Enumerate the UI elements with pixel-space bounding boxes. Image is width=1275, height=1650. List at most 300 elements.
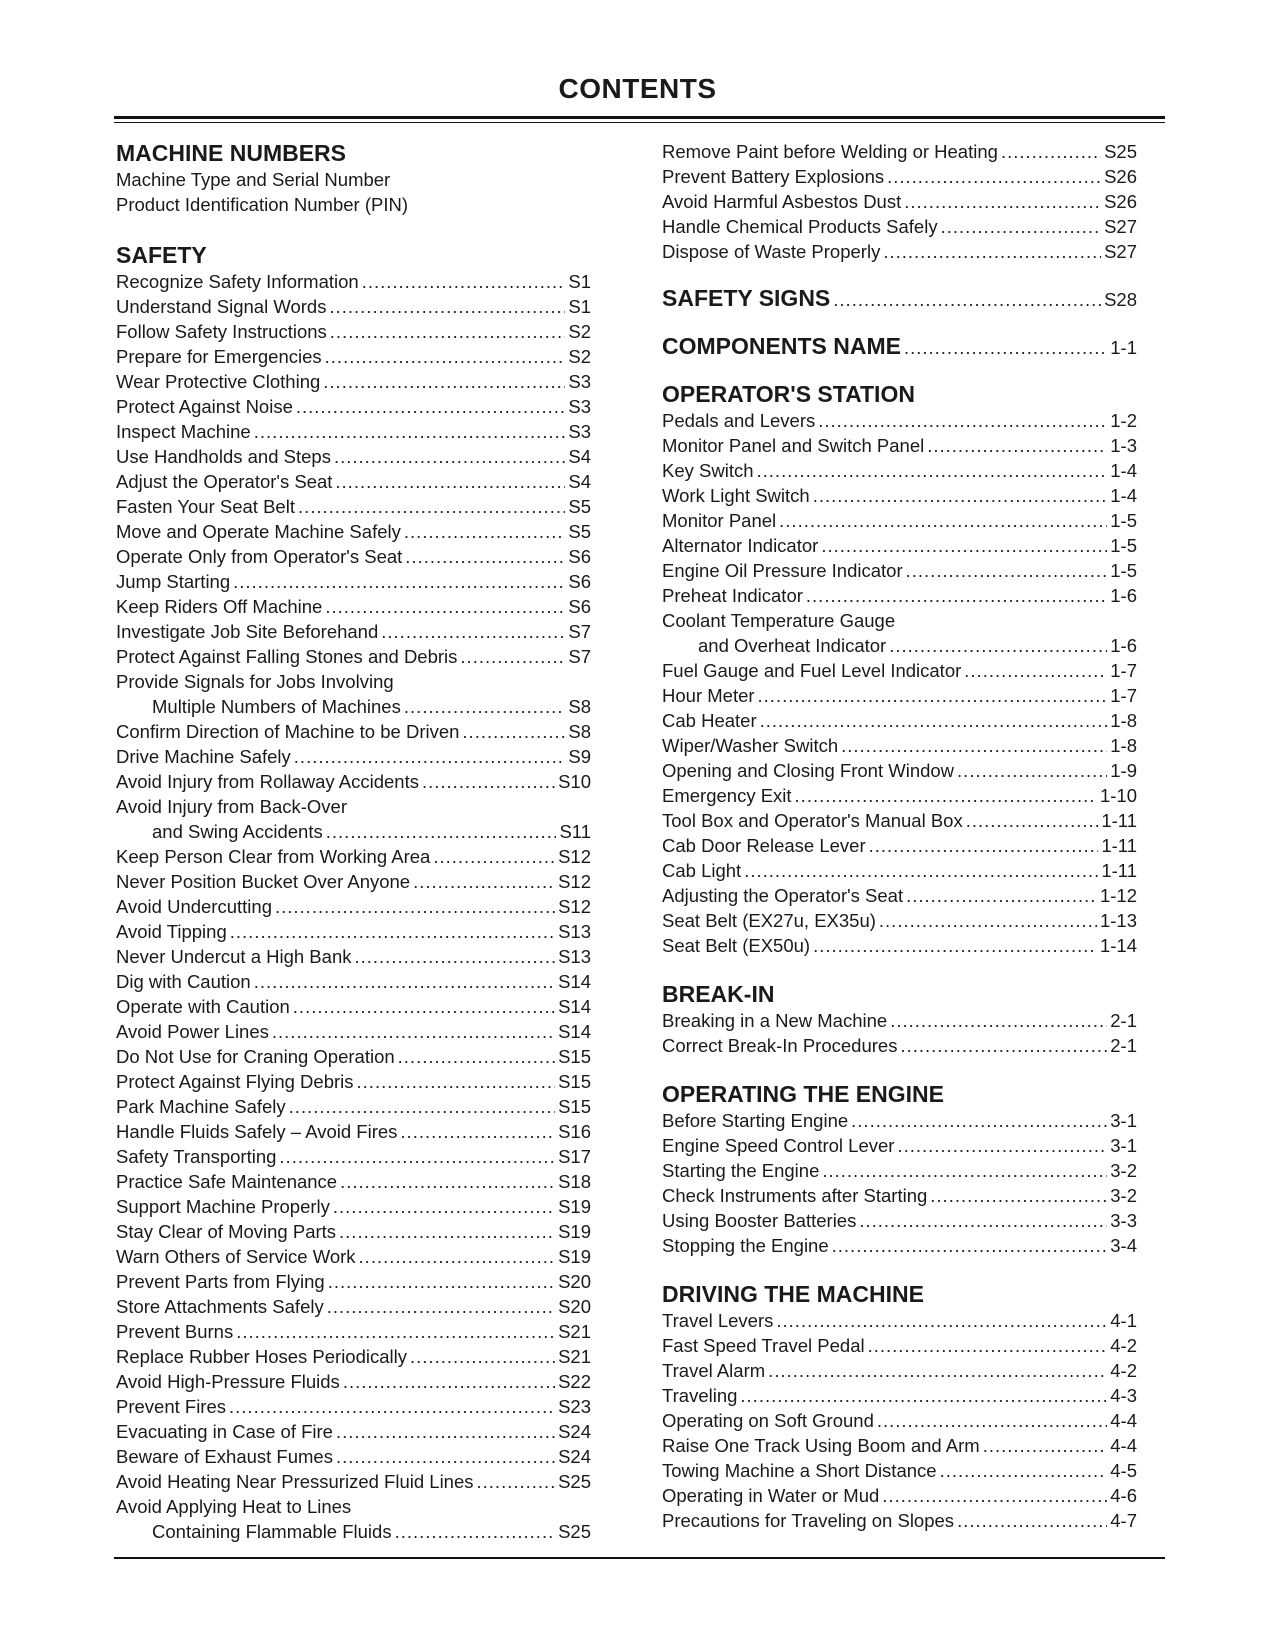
toc-entry-title: Operating on Soft Ground — [662, 1410, 874, 1431]
toc-entry[interactable] — [662, 1133, 1137, 1158]
toc-entry-page: S13 — [558, 921, 591, 942]
toc-entry-page: S19 — [558, 1246, 591, 1267]
toc-entry-title: Engine Oil Pressure Indicator — [662, 560, 903, 581]
dot-leader — [279, 1144, 555, 1169]
toc-entry-title: Precautions for Traveling on Slopes — [662, 1510, 955, 1531]
dot-leader — [904, 189, 1101, 214]
toc-entry[interactable] — [116, 1344, 591, 1369]
toc-entry[interactable] — [116, 1169, 591, 1194]
toc-entry-title: Investigate Job Site Beforehand — [116, 621, 379, 642]
toc-entry-title: Avoid Heating Near Pressurized Fluid Lines — [116, 1471, 474, 1492]
dot-leader — [327, 1294, 555, 1319]
toc-entry-title: Travel Alarm — [662, 1360, 766, 1381]
toc-entry[interactable] — [662, 733, 1137, 758]
toc-entry[interactable] — [662, 533, 1137, 558]
toc-entry-title: Raise One Track Using Boom and Arm — [662, 1435, 980, 1456]
toc-entry[interactable] — [662, 608, 1137, 633]
toc-entry[interactable] — [116, 619, 591, 644]
toc-entry[interactable] — [662, 833, 1137, 858]
dot-leader — [1001, 139, 1101, 164]
dot-leader — [889, 633, 1107, 658]
toc-entry-page: 1-10 — [1099, 785, 1137, 806]
toc-entry-page: S5 — [568, 496, 591, 517]
toc-entry[interactable] — [662, 433, 1137, 458]
toc-entry-page: 1-5 — [1110, 560, 1137, 581]
toc-entry[interactable] — [662, 1358, 1137, 1383]
toc-entry[interactable] — [662, 1408, 1137, 1433]
toc-entry[interactable] — [662, 1308, 1137, 1333]
toc-entry-page: S25 — [558, 1471, 591, 1492]
toc-entry-title: Warn Others of Service Work — [116, 1246, 356, 1267]
toc-entry[interactable] — [116, 1144, 591, 1169]
toc-entry[interactable] — [116, 1119, 591, 1144]
toc-entry[interactable] — [116, 1094, 591, 1119]
toc-entry-title: Prevent Parts from Flying — [116, 1271, 325, 1292]
dot-leader — [740, 1383, 1107, 1408]
toc-entry[interactable] — [116, 869, 591, 894]
page-title: CONTENTS — [558, 73, 717, 104]
toc-entry[interactable] — [662, 658, 1137, 683]
toc-entry-page: 1-11 — [1101, 835, 1137, 856]
toc-entry-safety-signs[interactable] — [662, 284, 1137, 312]
toc-entry[interactable] — [116, 192, 591, 217]
toc-entry[interactable] — [116, 394, 591, 419]
toc-entry[interactable] — [662, 1233, 1137, 1258]
section-heading: DRIVING THE MACHINE — [662, 1281, 924, 1307]
toc-entry[interactable] — [116, 694, 591, 719]
dot-leader — [822, 1158, 1107, 1183]
dot-leader — [433, 844, 555, 869]
toc-entry[interactable] — [116, 1194, 591, 1219]
toc-entry-page: 1-3 — [1110, 435, 1137, 456]
dot-leader — [832, 1233, 1108, 1258]
toc-entry[interactable] — [116, 269, 591, 294]
toc-entry-title: Adjusting the Operator's Seat — [662, 885, 904, 906]
toc-entry[interactable] — [116, 1019, 591, 1044]
toc-entry-page: 4-5 — [1110, 1460, 1137, 1481]
toc-entry-page: S6 — [568, 571, 591, 592]
toc-entry-page: S4 — [568, 471, 591, 492]
toc-entry-page: 4-4 — [1110, 1410, 1137, 1431]
toc-entry[interactable] — [662, 933, 1137, 958]
toc-entry-page: S26 — [1104, 191, 1137, 212]
toc-entry-title: and Swing Accidents — [152, 821, 323, 842]
dot-leader — [757, 458, 1108, 483]
dot-leader — [293, 994, 555, 1019]
toc-entry-title: Park Machine Safely — [116, 1096, 286, 1117]
toc-entry-page: 1-7 — [1110, 660, 1137, 681]
toc-entry-page: 2-1 — [1110, 1035, 1137, 1056]
dot-leader — [354, 944, 555, 969]
dot-leader — [298, 494, 565, 519]
toc-entry-title: Dispose of Waste Properly — [662, 241, 881, 262]
toc-entry[interactable] — [116, 744, 591, 769]
toc-entry[interactable] — [662, 1458, 1137, 1483]
toc-entry-title: Prepare for Emergencies — [116, 346, 322, 367]
toc-entry-title: and Overheat Indicator — [698, 635, 887, 656]
section-driving-the-machine — [662, 1280, 1137, 1533]
toc-entry[interactable] — [662, 1508, 1137, 1533]
toc-entry-page: 1-14 — [1099, 935, 1137, 956]
toc-entry-title: Inspect Machine — [116, 421, 251, 442]
toc-entry-title: Breaking in a New Machine — [662, 1010, 888, 1031]
toc-entry-page: 3-3 — [1110, 1210, 1137, 1231]
toc-entry[interactable] — [116, 469, 591, 494]
toc-entry[interactable] — [116, 344, 591, 369]
dot-leader — [904, 334, 1107, 362]
toc-entry[interactable] — [116, 369, 591, 394]
toc-entry-title: Operate Only from Operator's Seat — [116, 546, 403, 567]
toc-entry-page: 1-7 — [1110, 685, 1137, 706]
toc-entry-page: 4-6 — [1110, 1485, 1137, 1506]
toc-entry-page: 3-2 — [1110, 1160, 1137, 1181]
toc-entry[interactable] — [116, 519, 591, 544]
toc-entry[interactable] — [116, 494, 591, 519]
toc-entry-page: 4-2 — [1110, 1335, 1137, 1356]
toc-entry[interactable] — [662, 1158, 1137, 1183]
toc-entry[interactable] — [116, 294, 591, 319]
toc-entry[interactable] — [662, 214, 1137, 239]
toc-entry-title: Beware of Exhaust Fumes — [116, 1446, 333, 1467]
dot-leader — [930, 1183, 1107, 1208]
dot-leader — [897, 1133, 1107, 1158]
toc-entry[interactable] — [116, 1444, 591, 1469]
toc-entry[interactable] — [662, 508, 1137, 533]
toc-entry-page: S26 — [1104, 166, 1137, 187]
toc-entry[interactable] — [116, 569, 591, 594]
toc-entry[interactable] — [662, 883, 1137, 908]
toc-entry-title: Cab Door Release Lever — [662, 835, 866, 856]
toc-entry-page: S27 — [1104, 216, 1137, 237]
toc-entry-title: Monitor Panel — [662, 510, 777, 531]
section-heading: MACHINE NUMBERS — [116, 140, 346, 166]
dot-leader — [900, 1033, 1107, 1058]
dot-leader — [362, 269, 566, 294]
dot-leader — [806, 583, 1107, 608]
toc-entry[interactable] — [116, 1394, 591, 1419]
toc-entry[interactable] — [116, 1469, 591, 1494]
toc-entry-page: S28 — [1104, 289, 1137, 310]
toc-entry-page: 3-1 — [1110, 1110, 1137, 1131]
toc-entry[interactable] — [116, 669, 591, 694]
toc-entry-page: S12 — [558, 896, 591, 917]
toc-entry[interactable] — [116, 819, 591, 844]
dot-leader — [883, 239, 1101, 264]
toc-entry[interactable] — [116, 644, 591, 669]
toc-entry-title: Hour Meter — [662, 685, 755, 706]
toc-entry-title: Handle Chemical Products Safely — [662, 216, 938, 237]
dot-leader — [813, 483, 1108, 508]
toc-entry[interactable] — [662, 708, 1137, 733]
toc-entry[interactable] — [662, 783, 1137, 808]
dot-leader — [940, 1458, 1108, 1483]
dot-leader — [236, 1319, 555, 1344]
toc-entry[interactable] — [662, 483, 1137, 508]
toc-entry-title: Correct Break-In Procedures — [662, 1035, 898, 1056]
toc-entry-page: S6 — [568, 546, 591, 567]
dot-leader — [887, 164, 1101, 189]
toc-entry-title: Store Attachments Safely — [116, 1296, 324, 1317]
toc-entry-title: Protect Against Flying Debris — [116, 1071, 354, 1092]
dot-leader — [357, 1069, 556, 1094]
toc-entry-title: Follow Safety Instructions — [116, 321, 327, 342]
section-heading: OPERATOR'S STATION — [662, 381, 915, 407]
toc-entry-page: S11 — [559, 821, 591, 842]
dot-leader — [340, 1169, 555, 1194]
dot-leader — [336, 1444, 555, 1469]
dot-leader — [957, 1508, 1107, 1533]
section-heading: OPERATING THE ENGINE — [662, 1081, 944, 1107]
section-operators-station — [662, 380, 1137, 958]
toc-entry-title: Dig with Caution — [116, 971, 251, 992]
toc-entry[interactable] — [116, 1369, 591, 1394]
toc-entry-title: Use Handholds and Steps — [116, 446, 331, 467]
toc-entry-title: Wear Protective Clothing — [116, 371, 321, 392]
toc-entry[interactable] — [662, 1433, 1137, 1458]
toc-entry[interactable] — [116, 844, 591, 869]
toc-entry[interactable] — [116, 167, 591, 192]
toc-entry-page: 1-4 — [1110, 460, 1137, 481]
dot-leader — [964, 658, 1107, 683]
toc-entry-title: Stopping the Engine — [662, 1235, 829, 1256]
toc-entry[interactable] — [116, 794, 591, 819]
dot-leader — [906, 883, 1097, 908]
dot-leader — [333, 1194, 555, 1219]
toc-entry-title: Containing Flammable Fluids — [152, 1521, 392, 1542]
toc-entry-title: Seat Belt (EX27u, EX35u) — [662, 910, 876, 931]
toc-entry-title: Avoid Injury from Back-Over — [116, 796, 347, 817]
toc-entry-components-name[interactable] — [662, 332, 1137, 360]
right-column — [662, 139, 1137, 1533]
dot-leader — [890, 1008, 1107, 1033]
dot-leader — [254, 419, 566, 444]
toc-entry[interactable] — [662, 139, 1137, 164]
toc-entry-title: Preheat Indicator — [662, 585, 803, 606]
toc-entry-title: Avoid Undercutting — [116, 896, 272, 917]
toc-entry-title: Fast Speed Travel Pedal — [662, 1335, 865, 1356]
toc-entry[interactable] — [662, 683, 1137, 708]
toc-entry[interactable] — [116, 319, 591, 344]
toc-entry-page: 1-12 — [1099, 885, 1137, 906]
toc-entry-title: Opening and Closing Front Window — [662, 760, 955, 781]
toc-entry[interactable] — [116, 1044, 591, 1069]
toc-entry[interactable] — [116, 1269, 591, 1294]
toc-entry[interactable] — [662, 1333, 1137, 1358]
toc-entry-page: S18 — [558, 1171, 591, 1192]
toc-entry[interactable] — [662, 583, 1137, 608]
toc-entry-page: S10 — [558, 771, 591, 792]
toc-entry-page: 1-11 — [1101, 860, 1137, 881]
toc-entry-title: Evacuating in Case of Fire — [116, 1421, 333, 1442]
toc-entry[interactable] — [662, 908, 1137, 933]
toc-entry[interactable] — [662, 458, 1137, 483]
toc-entry-title: Safety Transporting — [116, 1146, 277, 1167]
dot-leader — [477, 1469, 556, 1494]
toc-entry-page: S25 — [1104, 141, 1137, 162]
dot-leader — [275, 894, 555, 919]
toc-entry-page: S6 — [568, 596, 591, 617]
toc-entry-title: Work Light Switch — [662, 485, 810, 506]
toc-entry-page: 1-1 — [1110, 337, 1137, 358]
toc-entry-title: SAFETY SIGNS — [662, 285, 831, 311]
dot-leader — [272, 1019, 555, 1044]
toc-entry[interactable] — [662, 1183, 1137, 1208]
dot-leader — [398, 1044, 555, 1069]
toc-entry[interactable] — [116, 919, 591, 944]
toc-entry-page: S4 — [568, 446, 591, 467]
toc-entry-page: S5 — [568, 521, 591, 542]
toc-entry-title: Remove Paint before Welding or Heating — [662, 141, 998, 162]
toc-entry-title: Monitor Panel and Switch Panel — [662, 435, 925, 456]
toc-entry-page: S20 — [558, 1271, 591, 1292]
dot-leader — [330, 319, 566, 344]
toc-entry-page: S3 — [568, 421, 591, 442]
dot-leader — [841, 733, 1107, 758]
toc-entry[interactable] — [116, 1494, 591, 1519]
toc-entry-title: Keep Riders Off Machine — [116, 596, 323, 617]
toc-entry-page: S12 — [558, 846, 591, 867]
toc-entry[interactable] — [116, 1294, 591, 1319]
section-safety — [116, 241, 591, 1544]
toc-entry[interactable] — [662, 808, 1137, 833]
dot-leader — [339, 1219, 555, 1244]
toc-entry[interactable] — [662, 1108, 1137, 1133]
dot-leader — [957, 758, 1107, 783]
toc-entry[interactable] — [116, 1319, 591, 1344]
toc-entry-page: S7 — [568, 646, 591, 667]
toc-entry-title: Recognize Safety Information — [116, 271, 359, 292]
toc-entry-page: 1-8 — [1110, 735, 1137, 756]
toc-entry-title: Operating in Water or Mud — [662, 1485, 880, 1506]
dot-leader — [941, 214, 1102, 239]
toc-entry[interactable] — [662, 408, 1137, 433]
dot-leader — [325, 344, 566, 369]
dot-leader — [404, 519, 566, 544]
toc-entry[interactable] — [662, 164, 1137, 189]
toc-entry[interactable] — [116, 944, 591, 969]
toc-entry-title: Traveling — [662, 1385, 738, 1406]
toc-entry-page: S14 — [558, 971, 591, 992]
dot-leader — [359, 1244, 556, 1269]
toc-entry-title: Multiple Numbers of Machines — [152, 696, 401, 717]
dot-leader — [296, 394, 565, 419]
toc-entry-title: COMPONENTS NAME — [662, 333, 901, 359]
bottom-rule — [114, 1557, 1165, 1559]
toc-entry[interactable] — [662, 558, 1137, 583]
toc-entry-page: 1-6 — [1110, 585, 1137, 606]
toc-entry[interactable] — [116, 994, 591, 1019]
toc-entry[interactable] — [662, 1033, 1137, 1058]
toc-entry[interactable] — [662, 1483, 1137, 1508]
dot-leader — [859, 1208, 1107, 1233]
toc-entry-title: Operate with Caution — [116, 996, 290, 1017]
dot-leader — [779, 508, 1107, 533]
dot-leader — [851, 1108, 1107, 1133]
dot-leader — [983, 1433, 1108, 1458]
dot-leader — [325, 594, 565, 619]
dot-leader — [334, 444, 565, 469]
toc-entry-page: S15 — [558, 1071, 591, 1092]
toc-entry-page: S24 — [558, 1421, 591, 1442]
dot-leader — [233, 569, 565, 594]
toc-entry[interactable] — [116, 894, 591, 919]
toc-entry[interactable] — [116, 444, 591, 469]
toc-entry-page: S17 — [558, 1146, 591, 1167]
toc-entry[interactable] — [662, 1008, 1137, 1033]
toc-entry-title: Never Position Bucket Over Anyone — [116, 871, 411, 892]
toc-entry-page: 1-5 — [1110, 510, 1137, 531]
toc-entry[interactable] — [116, 594, 591, 619]
toc-entry-title: Adjust the Operator's Seat — [116, 471, 333, 492]
toc-entry-title: Starting the Engine — [662, 1160, 820, 1181]
toc-entry-title: Fuel Gauge and Fuel Level Indicator — [662, 660, 962, 681]
dot-leader — [813, 933, 1097, 958]
toc-entry[interactable] — [662, 758, 1137, 783]
toc-entry[interactable] — [662, 239, 1137, 264]
toc-entry-title: Avoid High-Pressure Fluids — [116, 1371, 340, 1392]
toc-entry-page: 4-7 — [1110, 1510, 1137, 1531]
toc-entry[interactable] — [116, 719, 591, 744]
toc-entry[interactable] — [116, 769, 591, 794]
toc-entry[interactable] — [116, 1519, 591, 1544]
dot-leader — [328, 1269, 555, 1294]
dot-leader — [966, 808, 1099, 833]
toc-entry[interactable] — [116, 1244, 591, 1269]
dot-leader — [882, 1483, 1107, 1508]
toc-entry-title: Machine Type and Serial Number — [116, 169, 391, 190]
toc-entry[interactable] — [662, 1208, 1137, 1233]
toc-entry[interactable] — [116, 544, 591, 569]
toc-entry[interactable] — [116, 1069, 591, 1094]
toc-entry-page: 1-13 — [1099, 910, 1137, 931]
dot-leader — [404, 694, 566, 719]
toc-entry-page: S8 — [568, 696, 591, 717]
toc-entry[interactable] — [116, 1419, 591, 1444]
toc-entry-page: S3 — [568, 396, 591, 417]
dot-leader — [833, 286, 1101, 314]
toc-entry[interactable] — [662, 189, 1137, 214]
toc-entry-title: Keep Person Clear from Working Area — [116, 846, 431, 867]
toc-entry-page: S13 — [558, 946, 591, 967]
toc-entry-page: S2 — [568, 346, 591, 367]
toc-entry-title: Do Not Use for Craning Operation — [116, 1046, 395, 1067]
dot-leader — [927, 433, 1107, 458]
toc-entry-title: Practice Safe Maintenance — [116, 1171, 338, 1192]
toc-entry[interactable] — [662, 633, 1137, 658]
toc-entry[interactable] — [116, 1219, 591, 1244]
toc-entry-page: 4-2 — [1110, 1360, 1137, 1381]
toc-entry-page: S22 — [558, 1371, 591, 1392]
dot-leader — [329, 294, 565, 319]
toc-entry-title: Move and Operate Machine Safely — [116, 521, 401, 542]
toc-entry-title: Check Instruments after Starting — [662, 1185, 928, 1206]
toc-entry-title: Tool Box and Operator's Manual Box — [662, 810, 963, 831]
toc-entry-page: S9 — [568, 746, 591, 767]
section-heading: BREAK-IN — [662, 981, 775, 1007]
toc-entry-page: 1-6 — [1110, 635, 1137, 656]
dot-leader — [776, 1308, 1107, 1333]
toc-entry[interactable] — [116, 969, 591, 994]
dot-leader — [877, 1408, 1107, 1433]
toc-entry-title: Provide Signals for Jobs Involving — [116, 671, 394, 692]
toc-entry[interactable] — [662, 858, 1137, 883]
toc-entry[interactable] — [662, 1383, 1137, 1408]
section-break-in — [662, 980, 1137, 1058]
dot-leader — [906, 558, 1108, 583]
toc-entry-title: Using Booster Batteries — [662, 1210, 857, 1231]
toc-entry[interactable] — [116, 419, 591, 444]
toc-entry-page: S1 — [568, 271, 591, 292]
